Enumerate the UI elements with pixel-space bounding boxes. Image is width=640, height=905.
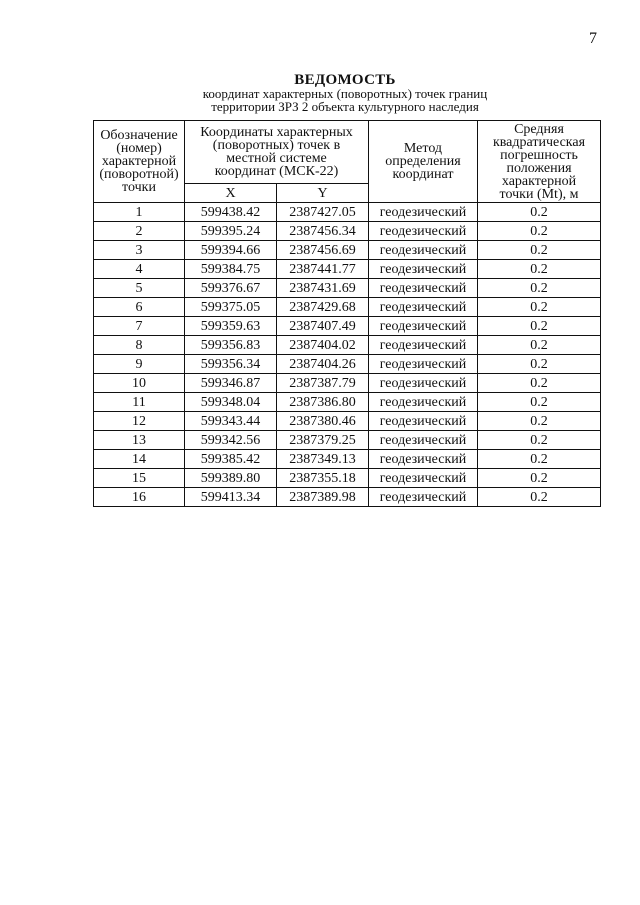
cell-x: 599356.83	[185, 336, 277, 355]
cell-method: геодезический	[369, 298, 478, 317]
table-row	[94, 241, 601, 260]
cell-mt: 0.2	[478, 374, 601, 393]
cell-x: 599389.80	[185, 469, 277, 488]
cell-point-number: 14	[94, 450, 185, 469]
cell-method: геодезический	[369, 469, 478, 488]
cell-mt: 0.2	[478, 222, 601, 241]
header-method: Метод определения координат	[369, 121, 478, 203]
header-error: Средняя квадратическая погрешность положения характерной точки (Mt), м	[478, 121, 601, 203]
cell-x: 599395.24	[185, 222, 277, 241]
cell-point-number: 16	[94, 488, 185, 507]
cell-y: 2387355.18	[277, 469, 369, 488]
cell-point-number: 4	[94, 260, 185, 279]
header-coordinates: Координаты характерных (поворотных) точек в местной системе координат (МСК-22)	[185, 121, 369, 184]
cell-y: 2387407.49	[277, 317, 369, 336]
cell-point-number: 10	[94, 374, 185, 393]
cell-point-number: 11	[94, 393, 185, 412]
cell-point-number: 7	[94, 317, 185, 336]
cell-point-number: 1	[94, 203, 185, 222]
cell-mt: 0.2	[478, 450, 601, 469]
cell-point-number: 3	[94, 241, 185, 260]
title-main: ВЕДОМОСТЬ	[294, 72, 396, 88]
cell-point-number: 12	[94, 412, 185, 431]
table-row	[94, 469, 601, 488]
cell-mt: 0.2	[478, 298, 601, 317]
cell-x: 599375.05	[185, 298, 277, 317]
cell-y: 2387404.02	[277, 336, 369, 355]
cell-method: геодезический	[369, 450, 478, 469]
cell-mt: 0.2	[478, 431, 601, 450]
cell-y: 2387404.26	[277, 355, 369, 374]
cell-y: 2387380.46	[277, 412, 369, 431]
cell-mt: 0.2	[478, 469, 601, 488]
table-row	[94, 260, 601, 279]
table-row	[94, 450, 601, 469]
cell-method: геодезический	[369, 393, 478, 412]
cell-point-number: 5	[94, 279, 185, 298]
table-row	[94, 374, 601, 393]
cell-mt: 0.2	[478, 260, 601, 279]
table-row	[94, 412, 601, 431]
table-row	[94, 488, 601, 507]
cell-y: 2387441.77	[277, 260, 369, 279]
cell-x: 599348.04	[185, 393, 277, 412]
cell-method: геодезический	[369, 317, 478, 336]
cell-point-number: 2	[94, 222, 185, 241]
cell-y: 2387349.13	[277, 450, 369, 469]
table-row	[94, 222, 601, 241]
table-row	[94, 279, 601, 298]
table-row	[94, 355, 601, 374]
cell-x: 599376.67	[185, 279, 277, 298]
document-title	[150, 74, 540, 113]
cell-x: 599356.34	[185, 355, 277, 374]
cell-mt: 0.2	[478, 241, 601, 260]
cell-point-number: 9	[94, 355, 185, 374]
cell-method: геодезический	[369, 431, 478, 450]
cell-x: 599413.34	[185, 488, 277, 507]
cell-mt: 0.2	[478, 203, 601, 222]
title-line-1: координат характерных (поворотных) точек границ	[202, 86, 488, 101]
header-point: Обозначение (номер) характерной (поворотной) точки	[94, 121, 185, 203]
header-y: Y	[277, 184, 369, 203]
cell-point-number: 15	[94, 469, 185, 488]
cell-y: 2387427.05	[277, 203, 369, 222]
cell-mt: 0.2	[478, 412, 601, 431]
cell-method: геодезический	[369, 222, 478, 241]
cell-method: геодезический	[369, 203, 478, 222]
cell-method: геодезический	[369, 412, 478, 431]
cell-x: 599438.42	[185, 203, 277, 222]
cell-mt: 0.2	[478, 317, 601, 336]
page-number: 7	[589, 30, 597, 47]
table-row	[94, 298, 601, 317]
cell-point-number: 6	[94, 298, 185, 317]
cell-mt: 0.2	[478, 279, 601, 298]
cell-x: 599385.42	[185, 450, 277, 469]
cell-y: 2387387.79	[277, 374, 369, 393]
table-row	[94, 203, 601, 222]
cell-x: 599359.63	[185, 317, 277, 336]
table-row	[94, 431, 601, 450]
cell-method: геодезический	[369, 260, 478, 279]
table-row	[94, 317, 601, 336]
cell-method: геодезический	[369, 374, 478, 393]
cell-mt: 0.2	[478, 355, 601, 374]
cell-x: 599342.56	[185, 431, 277, 450]
cell-point-number: 8	[94, 336, 185, 355]
cell-x: 599346.87	[185, 374, 277, 393]
table-row	[94, 336, 601, 355]
cell-mt: 0.2	[478, 488, 601, 507]
cell-method: геодезический	[369, 355, 478, 374]
cell-y: 2387456.34	[277, 222, 369, 241]
cell-x: 599343.44	[185, 412, 277, 431]
coordinates-table	[93, 120, 601, 507]
table-row	[94, 393, 601, 412]
cell-method: геодезический	[369, 488, 478, 507]
cell-point-number: 13	[94, 431, 185, 450]
cell-method: геодезический	[369, 336, 478, 355]
cell-mt: 0.2	[478, 393, 601, 412]
cell-y: 2387379.25	[277, 431, 369, 450]
cell-mt: 0.2	[478, 336, 601, 355]
cell-x: 599394.66	[185, 241, 277, 260]
cell-method: геодезический	[369, 279, 478, 298]
cell-y: 2387456.69	[277, 241, 369, 260]
cell-method: геодезический	[369, 241, 478, 260]
cell-y: 2387386.80	[277, 393, 369, 412]
cell-x: 599384.75	[185, 260, 277, 279]
cell-y: 2387431.69	[277, 279, 369, 298]
header-x: X	[185, 184, 277, 203]
cell-y: 2387429.68	[277, 298, 369, 317]
title-line-2: территории ЗРЗ 2 объекта культурного наследия	[211, 99, 479, 114]
cell-y: 2387389.98	[277, 488, 369, 507]
